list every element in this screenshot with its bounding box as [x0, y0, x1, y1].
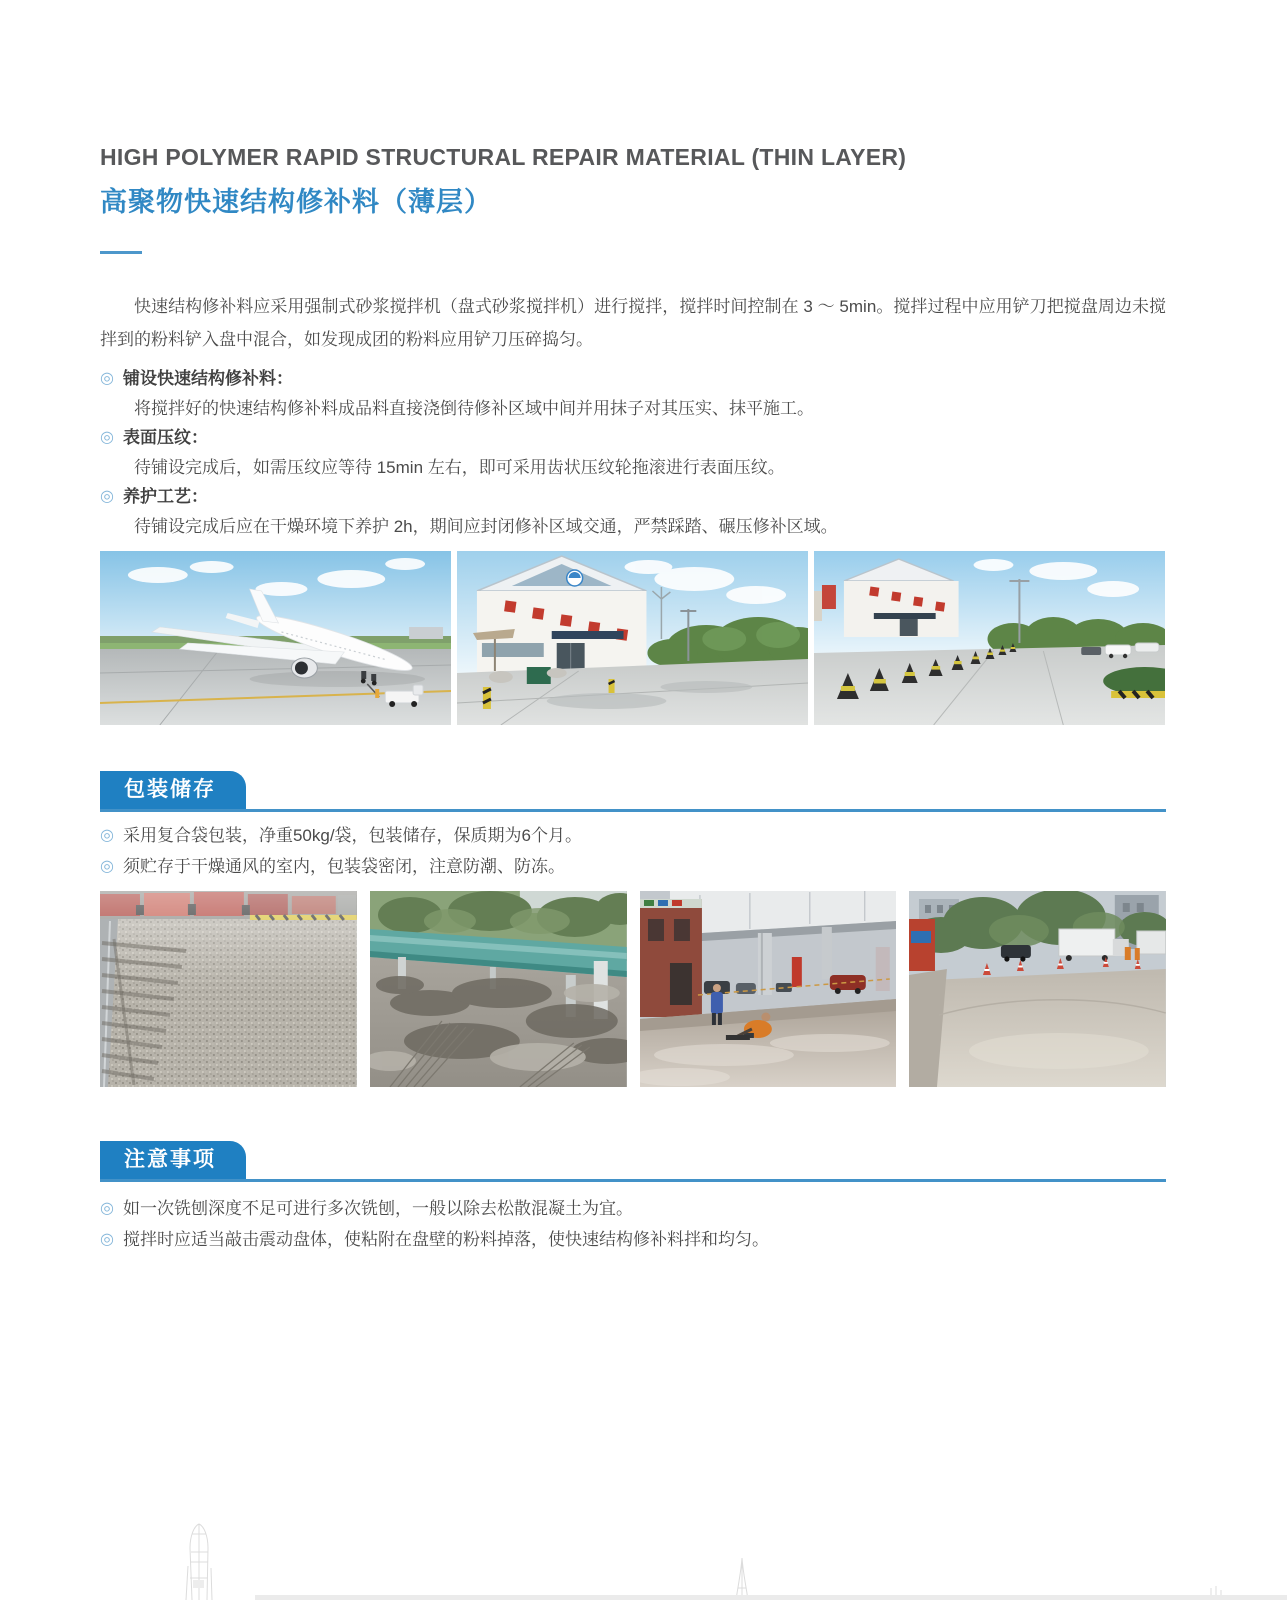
- page-title-zh: 高聚物快速结构修补料（薄层）: [100, 187, 492, 217]
- photo-service-area-road-cones: [814, 551, 1165, 725]
- section-tab: 包装储存: [100, 771, 246, 809]
- ring-bullet-icon: ◎: [100, 1231, 114, 1248]
- bullet-item: [100, 1194, 1166, 1225]
- photo-airport-apron-airplane: [100, 551, 451, 725]
- bullet-item: [100, 852, 1166, 883]
- process-item-heading: 养护工艺：: [122, 487, 208, 506]
- photo-row-bottom: [100, 891, 1166, 1087]
- photo-service-area-building: [457, 551, 808, 725]
- bullet-text: 如一次铣刨深度不足可进行多次铣刨，一般以除去松散混凝土为宜。: [122, 1199, 633, 1218]
- intro-paragraph: 快速结构修补料应采用强制式砂浆搅拌机（盘式砂浆搅拌机）进行搅拌，搅拌时间控制在 3 ～ 5min。搅拌过程中应用铲刀把搅盘周边未搅拌到的粉料铲入盘中混合，如发现成团的粉料应用铲刀压碎捣匀。: [100, 297, 1166, 349]
- ring-bullet-icon: ◎: [100, 429, 114, 446]
- ring-bullet-icon: ◎: [100, 1200, 114, 1217]
- process-item: [100, 423, 1166, 482]
- process-item-body: 待铺设完成后应在干燥环境下养护 2h，期间应封闭修补区域交通，严禁踩踏、碾压修补区域。: [134, 517, 838, 536]
- watermark-tower-sketch: [178, 1522, 222, 1600]
- bottom-edge-strip: [255, 1595, 1287, 1600]
- photo-row-top: [100, 551, 1166, 725]
- process-item: [100, 364, 1166, 423]
- title-underline: [100, 251, 142, 254]
- ring-bullet-icon: ◎: [100, 370, 114, 387]
- process-item-body: 将搅拌好的快速结构修补料成品料直接浇倒待修补区域中间并用抹子对其压实、抹平施工。: [134, 399, 814, 418]
- ring-bullet-icon: ◎: [100, 827, 114, 844]
- photo-finished-repaired-road: [909, 891, 1166, 1087]
- process-list: [100, 364, 1166, 541]
- ring-bullet-icon: ◎: [100, 488, 114, 505]
- section-tab: 注意事项: [100, 1141, 246, 1179]
- watermark-spire-sketch: [733, 1558, 751, 1600]
- photo-workers-applying-material: [640, 891, 897, 1087]
- process-item-body: 待铺设完成后，如需压纹应等待 15min 左右，即可采用齿状压纹轮拖滚进行表面压纹。: [134, 458, 785, 477]
- bullet-text: 须贮存于干燥通风的室内，包装袋密闭，注意防潮、防冻。: [122, 857, 565, 876]
- ring-bullet-icon: ◎: [100, 858, 114, 875]
- page-title-en: HIGH POLYMER RAPID STRUCTURAL REPAIR MATERIAL (THIN LAYER): [100, 144, 907, 170]
- process-item: [100, 482, 1166, 541]
- photo-guardrail-damaged-deck: [370, 891, 627, 1087]
- bullet-text: 采用复合袋包装，净重50kg/袋，包装储存，保质期为6个月。: [122, 826, 583, 845]
- photo-milled-road-surface: [100, 891, 357, 1087]
- process-item-heading: 铺设快速结构修补料：: [122, 369, 293, 388]
- section-header-notes: [100, 1141, 1166, 1182]
- section-header-packaging: [100, 771, 1166, 812]
- bullet-item: [100, 1225, 1166, 1256]
- notes-bullet-list: [100, 1194, 1166, 1256]
- bullet-text: 搅拌时应适当敲击震动盘体，使粘附在盘壁的粉料掉落，使快速结构修补料拌和均匀。: [122, 1230, 769, 1249]
- bullet-item: [100, 821, 1166, 852]
- packaging-bullet-list: [100, 821, 1166, 883]
- process-item-heading: 表面压纹：: [122, 428, 208, 447]
